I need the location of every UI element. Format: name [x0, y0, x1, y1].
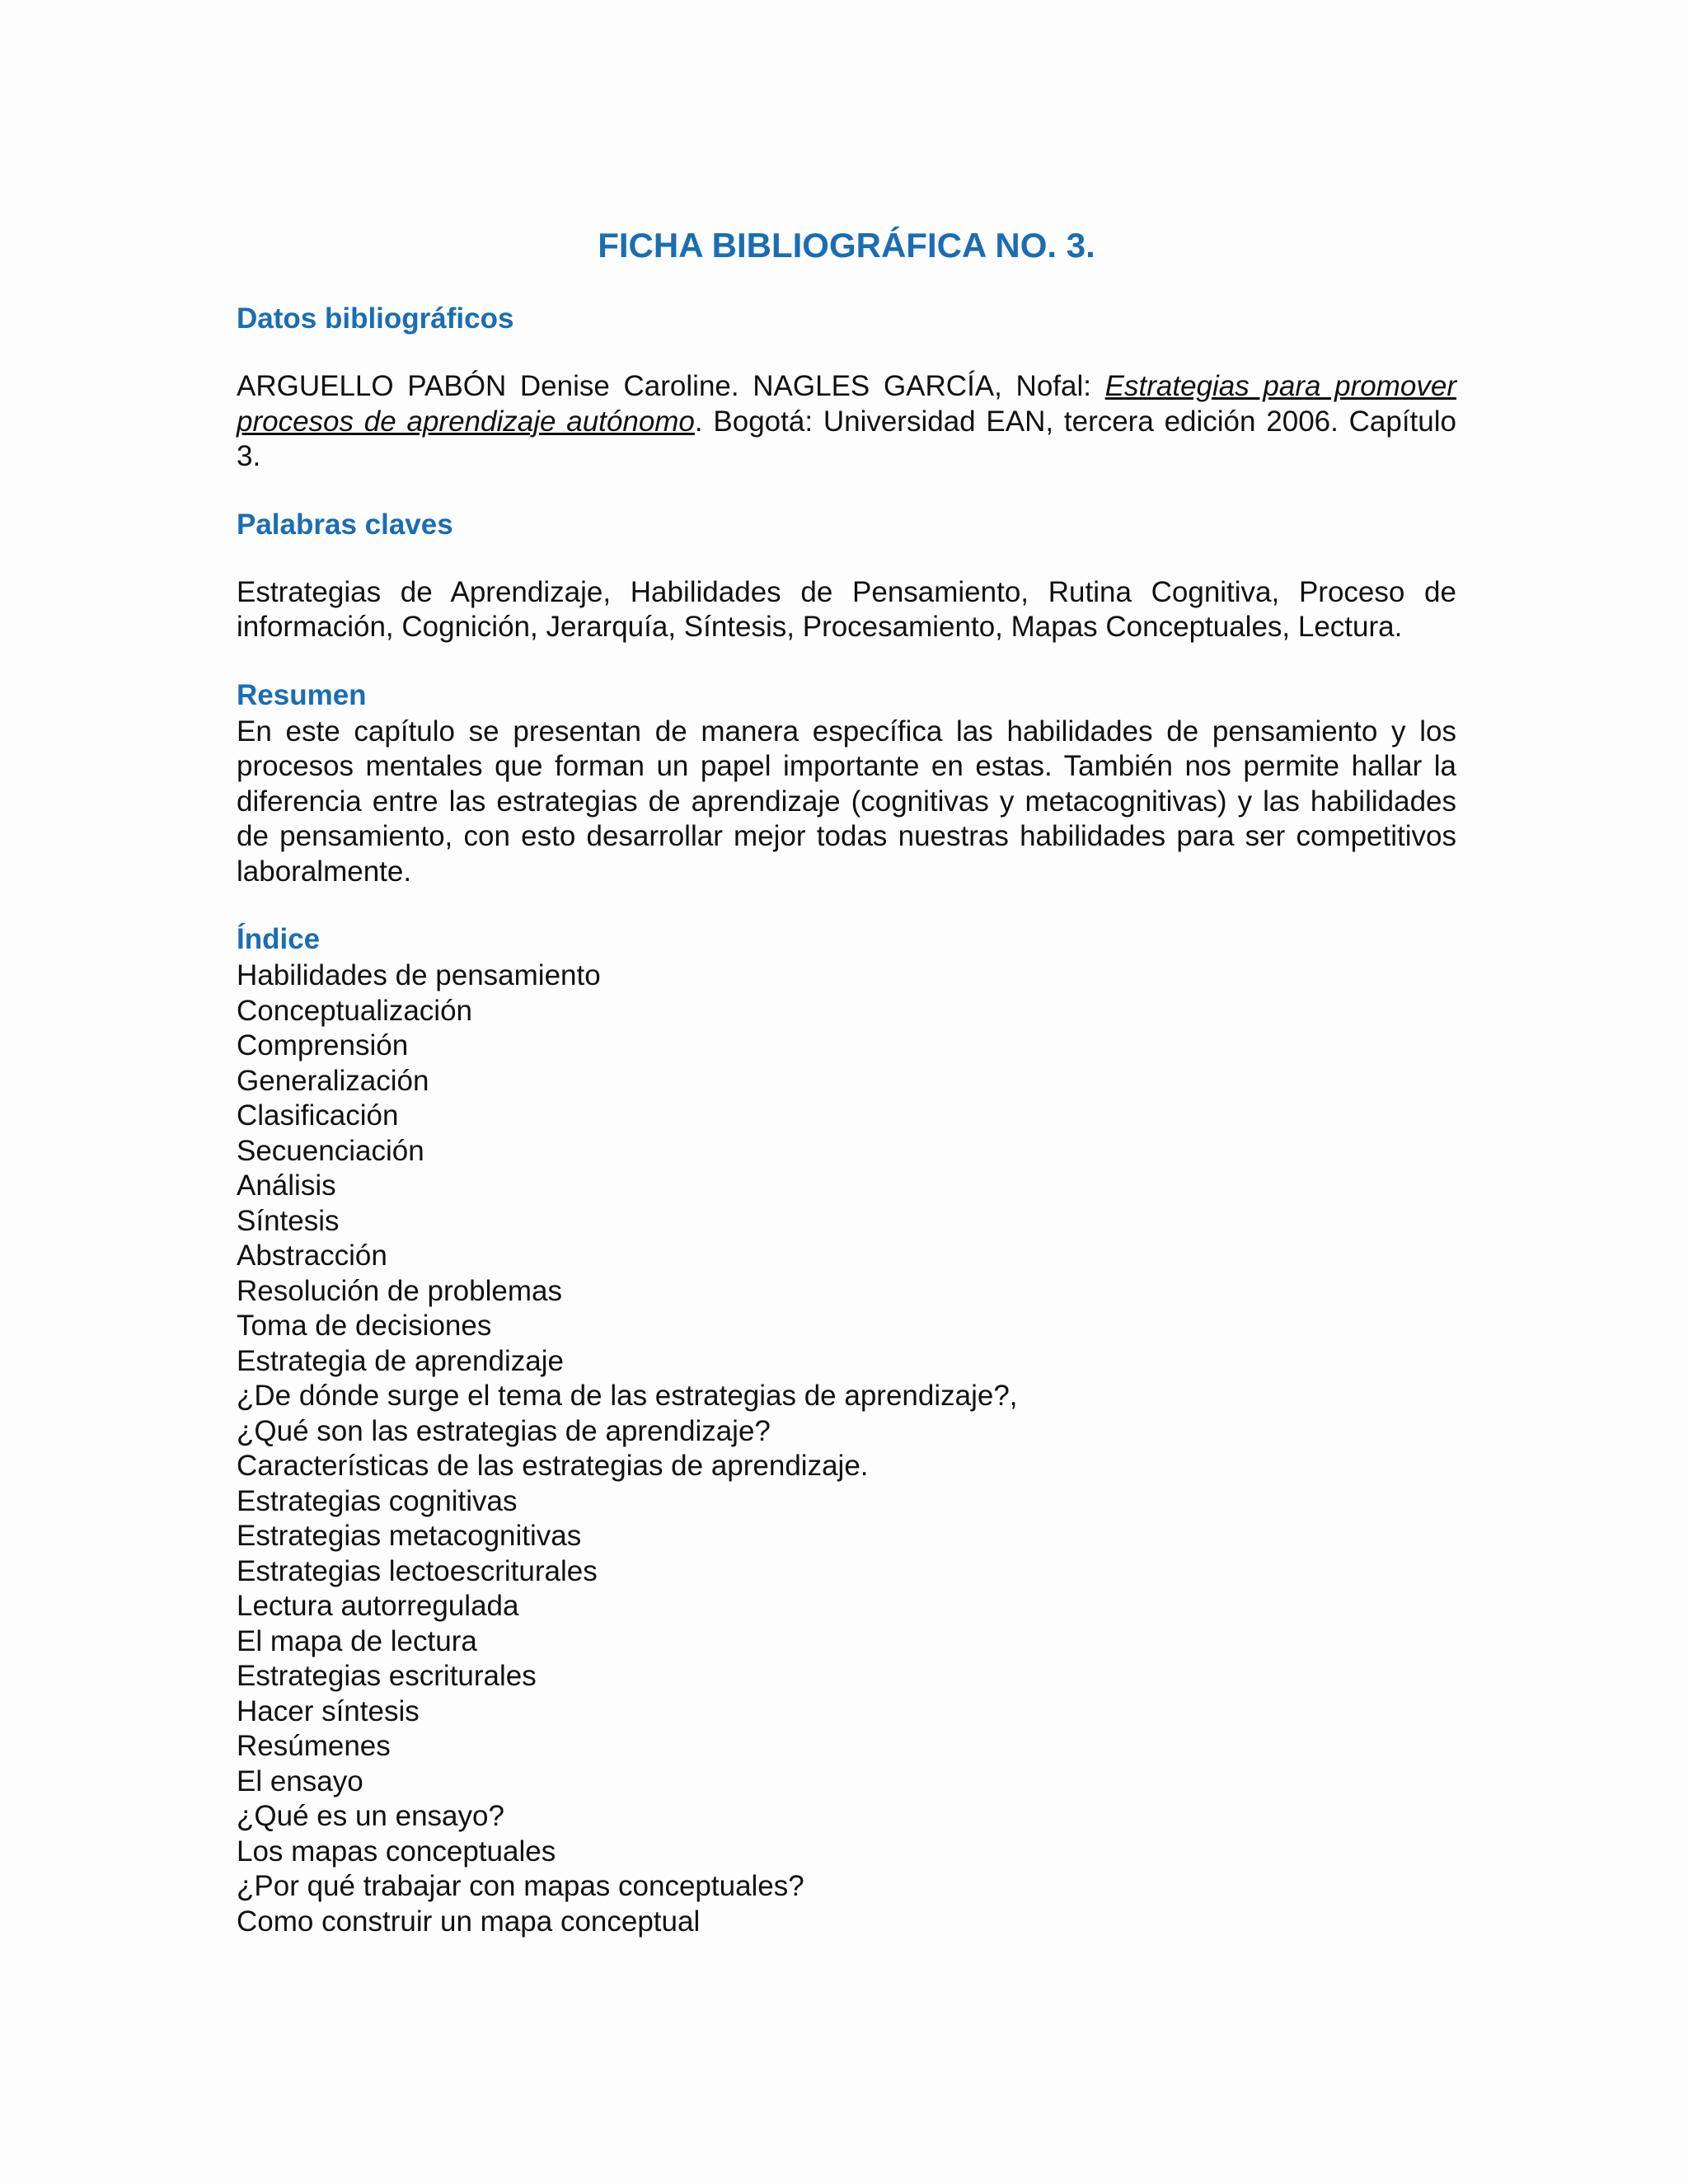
index-item: Análisis: [237, 1169, 336, 1202]
index-item: ¿Por qué trabajar con mapas conceptuales?: [237, 1870, 804, 1902]
summary-text: En este capítulo se presentan de manera específica las habilidades de pensamiento y los procesos mentales que forman un papel importante en estas. También nos permite hallar la diferencia entre las estrategias de aprendizaje (cognitivas y metacognitivas) y las habilidades de pensamiento, con esto desarrollar mejor todas nuestras habilidades para ser competitivos laboralmente.: [237, 715, 1456, 888]
document-content: [237, 223, 1456, 1939]
index-item: Secuenciación: [237, 1134, 424, 1167]
indice-heading: Índice: [237, 923, 321, 955]
index-item: Estrategias cognitivas: [237, 1484, 518, 1517]
index-item: Estrategias lectoescriturales: [237, 1554, 598, 1587]
index-item: Estrategia de aprendizaje: [237, 1344, 564, 1377]
index-item: ¿Qué es un ensayo?: [237, 1800, 504, 1832]
index-item: Características de las estrategias de aprendizaje.: [237, 1450, 869, 1482]
datos-heading: Datos bibliográficos: [237, 302, 514, 335]
index-item: Conceptualización: [237, 994, 473, 1027]
publication-text: . Bogotá: Universidad EAN, tercera edición 2006. Capítulo 3.: [237, 405, 1456, 472]
index-item: El ensayo: [237, 1765, 363, 1797]
index-item: Abstracción: [237, 1240, 387, 1272]
index-item: Estrategias escriturales: [237, 1660, 537, 1692]
index-item: Generalización: [237, 1064, 429, 1097]
index-item: Lectura autorregulada: [237, 1590, 519, 1622]
index-list: [237, 958, 1456, 1939]
keywords-text: Estrategias de Aprendizaje, Habilidades de Pensamiento, Rutina Cognitiva, Proceso de información, Cognición, Jerarquía, Síntesis, Procesamiento, Mapas Conceptuales, Lectura.: [237, 575, 1456, 643]
index-item: Comprensión: [237, 1029, 409, 1062]
index-item: Síntesis: [237, 1204, 340, 1237]
index-item: El mapa de lectura: [237, 1624, 477, 1657]
index-item: Los mapas conceptuales: [237, 1835, 556, 1868]
index-item: Hacer síntesis: [237, 1694, 420, 1727]
index-item: Como construir un mapa conceptual: [237, 1905, 701, 1938]
index-item: Clasificación: [237, 1099, 399, 1132]
palabras-heading: Palabras claves: [237, 508, 453, 541]
index-item: ¿De dónde surge el tema de las estrategias de aprendizaje?,: [237, 1380, 1018, 1412]
bibliographic-reference: [237, 369, 1456, 475]
work-title: Estrategias para promover procesos de aprendizaje autónomo: [237, 370, 1456, 438]
index-item: Estrategias metacognitivas: [237, 1520, 582, 1552]
index-item: Toma de decisiones: [237, 1310, 492, 1342]
resumen-heading: Resumen: [237, 678, 367, 711]
authors-text: ARGUELLO PABÓN Denise Caroline. NAGLES GARCÍA, Nofal:: [237, 370, 1105, 402]
index-item: Habilidades de pensamiento: [237, 959, 601, 991]
document-title: FICHA BIBLIOGRÁFICA NO. 3.: [598, 226, 1095, 265]
index-item: Resolución de problemas: [237, 1274, 562, 1307]
index-item: ¿Qué son las estrategias de aprendizaje?: [237, 1414, 771, 1447]
index-item: Resúmenes: [237, 1730, 391, 1762]
